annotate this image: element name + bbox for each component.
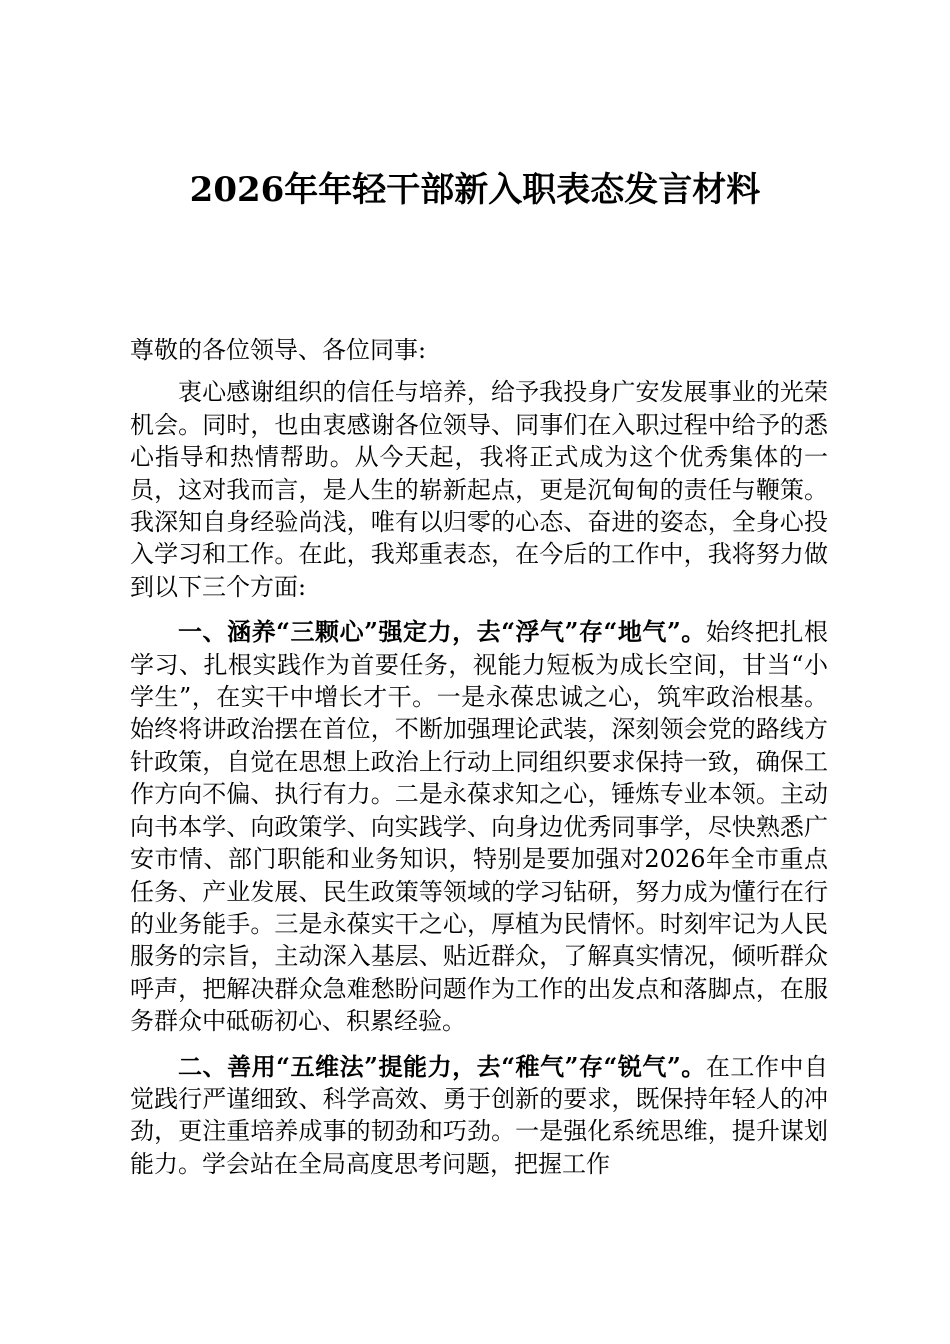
section-one-text: 始终把扎根学习、扎根实践作为首要任务，视能力短板为成长空间，甘当“小学生”，在实干中增长才干。一是永葆忠诚之心，筑牢政治根基。始终将讲政治摆在首位，不断加强理论武装，深刻领会党的路线方针政策，自觉在思想上政治上行动上同组织要求保持一致，确保工作方向不偏、执行有力。二是永葆求知之心，锤炼专业本领。主动向书本学、向政策学、向实践学、向身边优秀同事学，尽快熟悉广安市情、部门职能和业务知识，特别是要加强对2026年全市重点任务、产业发展、民生政策等领域的学习钻研，努力成为懂行在行的业务能手。三是永葆实干之心，厚植为民情怀。时刻牢记为人民服务的宗旨，主动深入基层、贴近群众，了解真实情况，倾听群众呼声，把解决群众急难愁盼问题作为工作的出发点和落脚点，在服务群众中砥砺初心、积累经验。 <box>130 618 829 1036</box>
document-body <box>130 334 828 1193</box>
section-two-heading: 二、善用“五维法”提能力，去“稚气”存“锐气”。 <box>178 1051 706 1081</box>
intro-paragraph <box>130 376 828 603</box>
section-one-paragraph <box>130 616 828 1037</box>
section-one-heading: 一、涵养“三颗心”强定力，去“浮气”存“地气”。 <box>178 617 706 647</box>
section-two-text: 在工作中自觉践行严谨细致、科学高效、勇于创新的要求，既保持年轻人的冲劲，更注重培养成事的韧劲和巧劲。一是强化系统思维，提升谋划能力。学会站在全局高度思考问题，把握工作 <box>130 1052 829 1178</box>
greeting-line: 尊敬的各位领导、各位同事: <box>130 336 427 364</box>
document-title: 2026年年轻干部新入职表态发言材料 <box>189 170 761 210</box>
section-two-paragraph <box>130 1051 828 1181</box>
paragraph-text: 衷心感谢组织的信任与培养，给予我投身广安发展事业的光荣机会。同时，也由衷感谢各位领导、同事们在入职过程中给予的悉心指导和热情帮助。从今天起，我将正式成为这个优秀集体的一员，这对我而言，是人生的崭新起点，更是沉甸甸的责任与鞭策。我深知自身经验尚浅，唯有以归零的心态、奋进的姿态，全身心投入学习和工作。在此，我郑重表态，在今后的工作中，我将努力做到以下三个方面: <box>130 378 828 601</box>
